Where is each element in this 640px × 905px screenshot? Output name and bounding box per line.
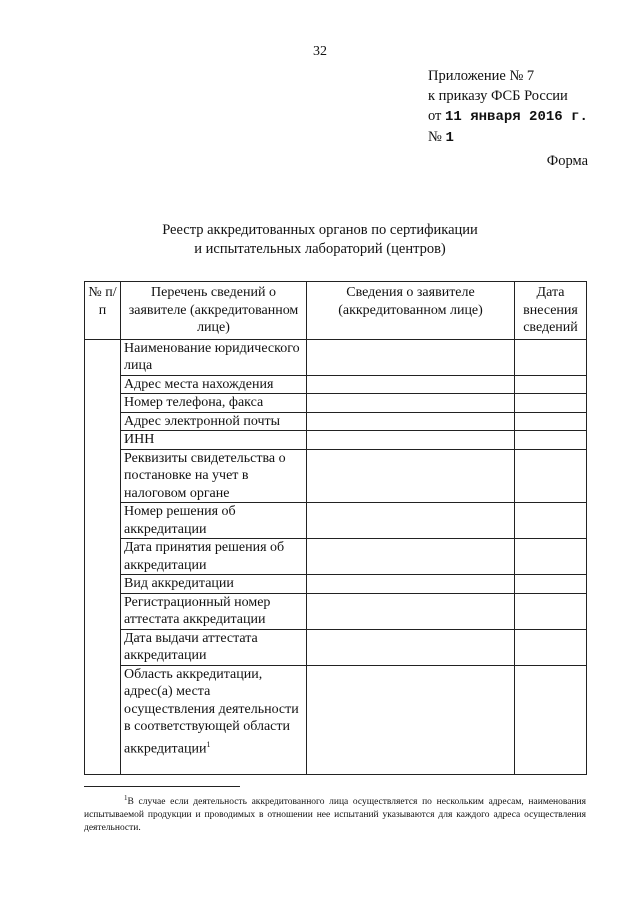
document-title [0,221,640,259]
row-label: Наименование юридического лица [121,339,307,375]
appendix-date [428,106,588,127]
date-cell [515,575,587,594]
table-row [85,339,587,375]
header-list: Перечень сведений о заявителе (аккредитованном лице) [121,282,307,340]
date-cell [515,593,587,629]
appendix-date-prefix: от [428,108,442,124]
title-line-1: Реестр аккредитованных органов по сертификации [162,222,478,238]
row-label: Вид аккредитации [121,575,307,594]
date-cell [515,665,587,774]
row-label: Регистрационный номер аттестата аккредитации [121,593,307,629]
info-cell [307,431,515,450]
registry-table [84,281,587,775]
appendix-header [428,66,588,148]
row-label-text: Область аккредитации, адрес(а) места осуществления деятельности в соответствующей области аккредитации [124,666,299,757]
table-row [85,593,587,629]
table-row [85,629,587,665]
date-cell [515,629,587,665]
table-row [85,431,587,450]
table-header-row [85,282,587,340]
header-info: Сведения о заявителе (аккредитованном лице) [307,282,515,340]
table-row [85,412,587,431]
header-number: № п/п [85,282,121,340]
row-label: Дата выдачи аттестата аккредитации [121,629,307,665]
row-label: Адрес места нахождения [121,375,307,394]
number-cell [85,339,121,774]
header-date: Дата внесения сведений [515,282,587,340]
row-label: Дата принятия решения об аккредитации [121,539,307,575]
info-cell [307,412,515,431]
info-cell [307,375,515,394]
table-row [85,503,587,539]
info-cell [307,593,515,629]
table-row [85,375,587,394]
appendix-order: к приказу ФСБ России [428,88,568,104]
date-cell [515,449,587,503]
footnote-text: В случае если деятельность аккредитованного лица осуществляется по нескольким адресам, наименования испытываемой продукции и проводимых в отношении нее испытаний указываются для каждого адреса осуществления деятельности. [84,797,586,834]
title-line-2: и испытательных лабораторий (центров) [194,241,446,257]
info-cell [307,394,515,413]
appendix-number-value: 1 [445,130,454,146]
date-cell [515,503,587,539]
info-cell [307,629,515,665]
info-cell [307,665,515,774]
date-cell [515,539,587,575]
page-number: 32 [313,44,327,59]
footnote-mark: 1 [124,794,128,802]
footnote-divider [84,786,240,787]
info-cell [307,575,515,594]
table-row [85,449,587,503]
date-cell [515,375,587,394]
table-row [85,575,587,594]
info-cell [307,503,515,539]
info-cell [307,539,515,575]
table-row [85,394,587,413]
row-label [121,665,307,774]
appendix-date-value: 11 января 2016 г. [445,109,588,125]
form-label: Форма [546,153,588,169]
table-row [85,665,587,774]
footnote [84,792,586,835]
appendix-title: Приложение № 7 [428,68,535,84]
row-label: ИНН [121,431,307,450]
date-cell [515,431,587,450]
row-label: Адрес электронной почты [121,412,307,431]
date-cell [515,339,587,375]
appendix-number-prefix: № [428,129,442,145]
info-cell [307,339,515,375]
footnote-reference: 1 [206,739,211,749]
date-cell [515,412,587,431]
appendix-number [428,127,588,148]
info-cell [307,449,515,503]
row-label: Номер телефона, факса [121,394,307,413]
table-row [85,539,587,575]
date-cell [515,394,587,413]
row-label: Номер решения об аккредитации [121,503,307,539]
row-label: Реквизиты свидетельства о постановке на учет в налоговом органе [121,449,307,503]
